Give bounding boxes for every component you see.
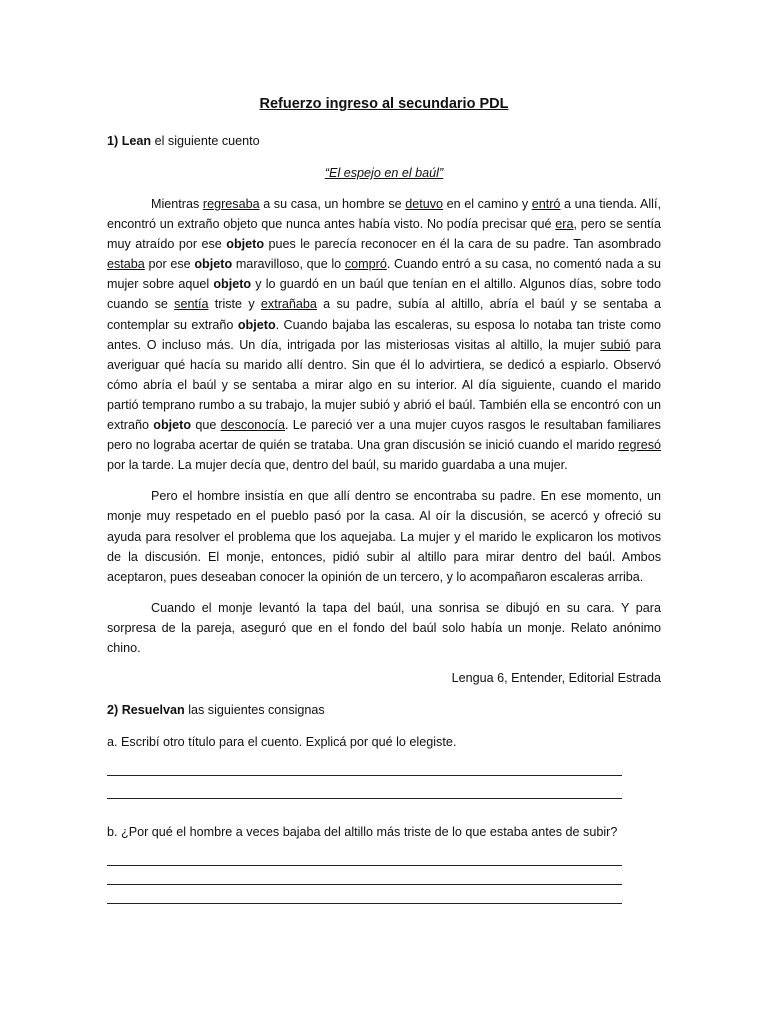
section-2-verb: Resuelvan — [121, 703, 185, 718]
document-page — [107, 94, 661, 904]
story-paragraph-1 — [107, 194, 661, 475]
text-run: triste y — [208, 297, 261, 312]
text-run: . Le pareció ver a una mujer cuyos rasgos le resultaban familiares pero no lograba acertar de quién se trataba. Una gran discusión se inició cuando el marido — [107, 418, 661, 453]
answer-line-b3[interactable] — [107, 903, 622, 904]
text-run: , pero se sentía muy atraído por ese — [107, 217, 661, 252]
underlined-word: desconocía — [220, 418, 286, 433]
section-1-heading — [107, 132, 661, 150]
story-paragraph-2: Pero el hombre insistía en que allí dentro se encontraba su padre. En ese momento, un monje muy respetado en el pueblo pasó por la casa. Al oír la discusión, se acercó y ofreció su ayuda para resolver el problema que los aquejaba. La mujer y el marido le explicaron los motivos de la discusión. El monje, entonces, pidió subir al altillo para mirar dentro del baúl. Ambos aceptaron, pues deseaban conocer la opinión de un tercero, y lo acompañaron escaleras arriba. — [107, 489, 661, 584]
text-run: que — [191, 418, 221, 433]
text-run: a una tienda. Allí, encontró un extraño objeto que nunca antes había visto. No podía precisar qué — [107, 197, 661, 232]
text-run: en el camino y — [443, 197, 532, 211]
underlined-word: regresó — [618, 438, 661, 453]
underlined-word: entró — [531, 197, 561, 211]
underlined-word: compró — [344, 257, 387, 272]
document-title: Refuerzo ingreso al secundario PDL — [259, 96, 509, 112]
underlined-word: estaba — [107, 257, 145, 272]
bold-word: objeto — [194, 257, 233, 272]
text-run: Mientras — [151, 197, 203, 211]
section-1-number: 1) — [107, 134, 119, 148]
bold-word: objeto — [237, 317, 276, 332]
underlined-word: sentía — [174, 297, 209, 312]
bold-word: objeto — [153, 418, 192, 433]
question-b: b. ¿Por qué el hombre a veces bajaba del altillo más triste de lo que estaba antes de subir? — [107, 825, 618, 840]
text-run: maravilloso, que lo — [232, 257, 345, 272]
source-citation: Lengua 6, Entender, Editorial Estrada — [451, 671, 661, 686]
underlined-word: detuvo — [405, 197, 444, 211]
underlined-word: extrañaba — [260, 297, 317, 312]
text-run: para averiguar qué hacía su marido allí dentro. Sin que él lo advirtiera, se dedicó a espiarlo. Observó cómo abría el baúl y se sentaba a mirar algo en su interior. Al día siguiente, cuando el marido partió temprano rumbo a su trabajo, la mujer subió y abrió el baúl. También ella se encontró con un extraño — [107, 337, 661, 433]
story-paragraph-3: Cuando el monje levantó la tapa del baúl, una sonrisa se dibujó en su cara. Y para sorpresa de la pareja, aseguró que en el fondo del baúl solo había un monje. Relato anónimo chino. — [107, 600, 661, 655]
question-a: a. Escribí otro título para el cuento. Explicá por qué lo elegiste. — [107, 735, 457, 750]
section-2-number: 2) — [107, 703, 119, 718]
underlined-word: era — [555, 217, 574, 232]
story-title: “El espejo en el baúl” — [324, 166, 444, 180]
section-2-heading — [107, 701, 661, 719]
text-run: por la tarde. La mujer decía que, dentro del baúl, su marido guardaba a una mujer. — [107, 458, 568, 473]
section-1-text: el siguiente cuento — [151, 134, 260, 148]
text-run: por ese — [144, 257, 195, 272]
text-run: pues le parecía reconocer en él la cara de su padre. Tan asombrado — [264, 237, 661, 252]
text-run: . Cuando bajaba las escaleras, su esposa lo notaba tan triste como antes. O incluso más. Un día, intrigada por las misteriosas visitas al altillo, la mujer — [107, 317, 661, 352]
section-1-verb: Lean — [121, 134, 152, 148]
bold-word: objeto — [226, 237, 265, 252]
text-run: . Cuando entró a su casa, no comentó nada a su mujer sobre aquel — [107, 257, 661, 292]
text-run: a su padre, subía al altillo, abría el baúl y se sentaba a contemplar su extraño — [107, 297, 661, 332]
text-run: a su casa, un hombre se — [259, 197, 406, 211]
text-run: y lo guardó en un baúl que tenían en el altillo. Algunos días, sobre todo cuando se — [107, 277, 661, 312]
section-2-text: las siguientes consignas — [184, 703, 325, 718]
underlined-word: regresaba — [202, 197, 260, 211]
bold-word: objeto — [213, 277, 252, 292]
underlined-word: subió — [600, 337, 631, 352]
